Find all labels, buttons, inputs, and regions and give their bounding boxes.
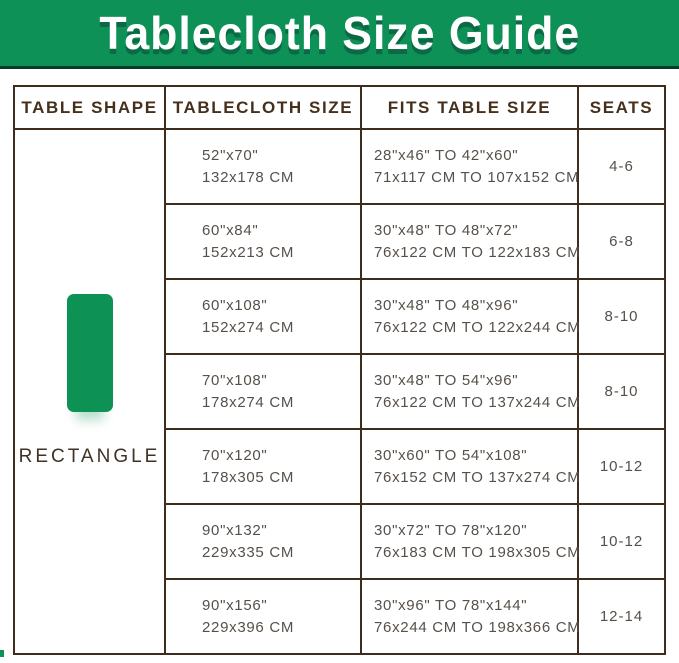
shape-label: RECTANGLE — [18, 445, 161, 467]
table-row — [166, 580, 664, 653]
table-row — [166, 505, 664, 580]
seats-value: 6-8 — [609, 232, 634, 250]
table-row — [166, 430, 664, 505]
tablecloth-size-cm: 152x213 CM — [202, 243, 295, 261]
fits-table-size-cell — [362, 430, 579, 503]
size-guide-table — [13, 85, 666, 655]
tablecloth-size-cell — [166, 430, 362, 503]
fits-size-inches: 30"x48" TO 48"x96" — [374, 296, 519, 314]
seats-value: 8-10 — [604, 382, 639, 400]
table-row — [166, 130, 664, 205]
seats-cell — [579, 355, 664, 428]
fits-size-cm: 76x122 CM TO 122x183 CM — [374, 243, 581, 261]
column-header-seats: SEATS — [589, 97, 654, 117]
seats-cell — [579, 280, 664, 353]
tablecloth-size-cm: 178x305 CM — [202, 468, 295, 486]
seats-value: 12-14 — [599, 607, 644, 625]
fits-size-inches: 30"x48" TO 54"x96" — [374, 371, 519, 389]
title-banner — [0, 0, 679, 69]
tablecloth-size-cell — [166, 280, 362, 353]
tablecloth-size-cm: 132x178 CM — [202, 168, 295, 186]
seats-cell — [579, 130, 664, 203]
tablecloth-size-inches: 70"x120" — [202, 446, 268, 464]
tablecloth-size-inches: 60"x84" — [202, 221, 259, 239]
fits-size-cm: 71x117 CM TO 107x152 CM — [374, 168, 580, 186]
green-corner-fragment — [0, 650, 4, 657]
seats-cell — [579, 580, 664, 653]
tablecloth-size-inches: 60"x108" — [202, 296, 268, 314]
seats-cell — [579, 205, 664, 278]
fits-table-size-cell — [362, 205, 579, 278]
fits-size-cm: 76x183 CM TO 198x305 CM — [374, 543, 581, 561]
tablecloth-size-cell — [166, 505, 362, 578]
table-body — [15, 130, 664, 653]
fits-size-inches: 30"x72" TO 78"x120" — [374, 521, 528, 539]
tablecloth-size-inches: 52"x70" — [202, 146, 259, 164]
seats-cell — [579, 430, 664, 503]
fits-size-inches: 30"x96" TO 78"x144" — [374, 596, 528, 614]
tablecloth-size-inches: 90"x156" — [202, 596, 268, 614]
rectangle-shape-icon — [67, 294, 113, 412]
fits-table-size-cell — [362, 505, 579, 578]
fits-size-inches: 28"x46" TO 42"x60" — [374, 146, 519, 164]
fits-size-cm: 76x244 CM TO 198x366 CM — [374, 618, 581, 636]
tablecloth-size-inches: 90"x132" — [202, 521, 268, 539]
table-row — [166, 355, 664, 430]
fits-size-inches: 30"x48" TO 48"x72" — [374, 221, 519, 239]
seats-value: 8-10 — [604, 307, 639, 325]
tablecloth-size-cm: 178x274 CM — [202, 393, 295, 411]
seats-value: 10-12 — [599, 457, 644, 475]
size-rows — [166, 130, 664, 653]
tablecloth-size-cm: 152x274 CM — [202, 318, 295, 336]
fits-table-size-cell — [362, 130, 579, 203]
seats-value: 4-6 — [609, 157, 634, 175]
tablecloth-size-inches: 70"x108" — [202, 371, 268, 389]
fits-size-cm: 76x152 CM TO 137x274 CM — [374, 468, 581, 486]
fits-table-size-cell — [362, 355, 579, 428]
tablecloth-size-cell — [166, 580, 362, 653]
tablecloth-size-cm: 229x396 CM — [202, 618, 295, 636]
tablecloth-size-cell — [166, 205, 362, 278]
fits-size-cm: 76x122 CM TO 122x244 CM — [374, 318, 581, 336]
column-header-tablecloth-size: TABLECLOTH SIZE — [166, 87, 362, 128]
column-header-fits-table-size: FITS TABLE SIZE — [362, 87, 579, 128]
fits-table-size-cell — [362, 580, 579, 653]
table-shape-cell — [15, 130, 166, 653]
page-title: Tablecloth Size Guide — [99, 7, 580, 59]
table-row — [166, 280, 664, 355]
fits-table-size-cell — [362, 280, 579, 353]
seats-cell — [579, 505, 664, 578]
seats-value: 10-12 — [599, 532, 644, 550]
tablecloth-size-cell — [166, 355, 362, 428]
table-row — [166, 205, 664, 280]
fits-size-cm: 76x122 CM TO 137x244 CM — [374, 393, 581, 411]
tablecloth-size-cell — [166, 130, 362, 203]
tablecloth-size-cm: 229x335 CM — [202, 543, 295, 561]
column-header-table-shape: TABLE SHAPE — [15, 87, 166, 128]
fits-size-inches: 30"x60" TO 54"x108" — [374, 446, 528, 464]
table-header-row — [15, 87, 664, 130]
